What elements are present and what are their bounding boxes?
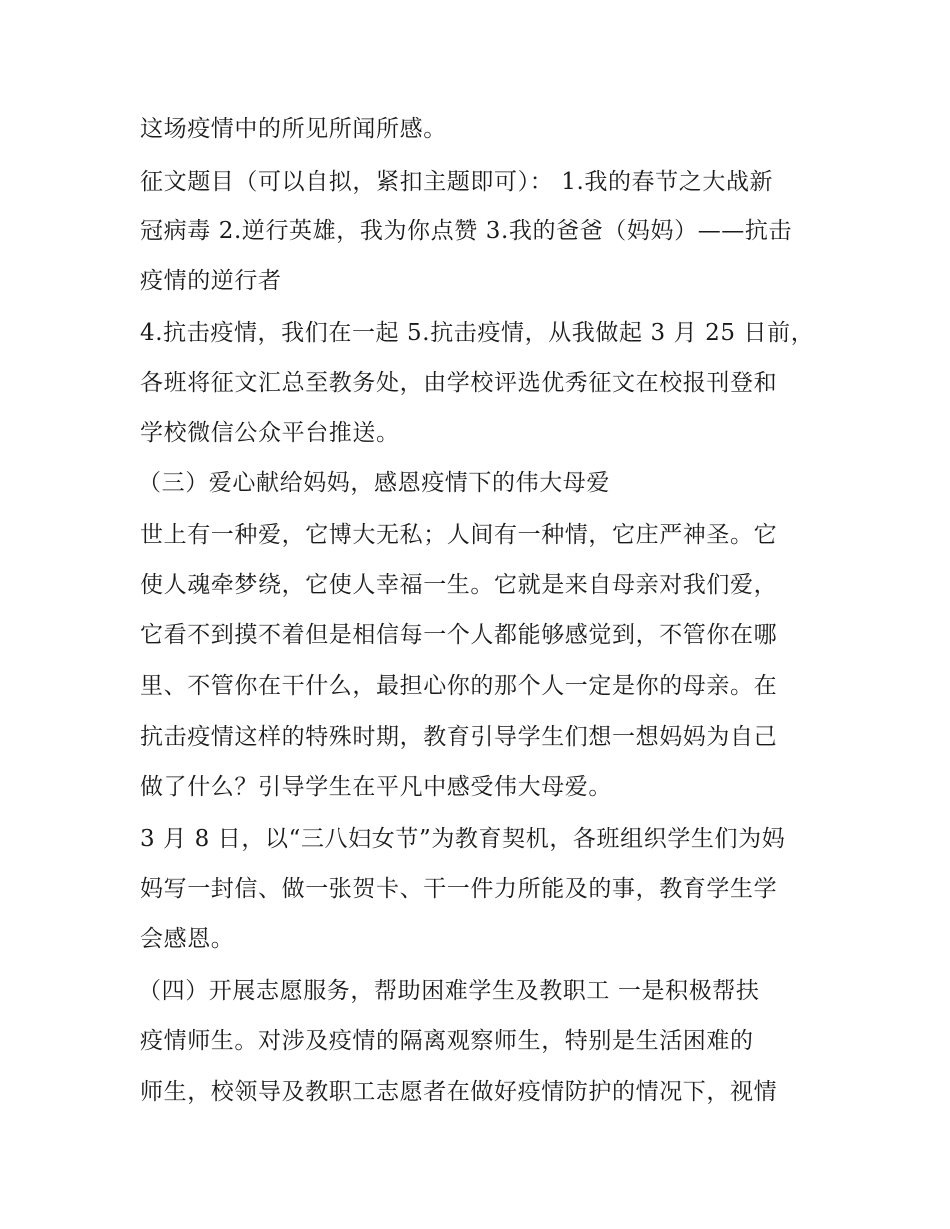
text-line: 疫情师生。对涉及疫情的隔离观察师生，特别是生活困难的 (140, 1028, 754, 1054)
text-line: 冠病毒 2.逆行英雄，我为你点赞 3.我的爸爸（妈妈）——抗击 (140, 218, 793, 244)
text-line: 这场疫情中的所见所闻所感。 (140, 116, 447, 142)
text-line: 学校微信公众平台推送。 (140, 420, 400, 446)
text-line: 世上有一种爱，它博大无私；人间有一种情，它庄严神圣。它 (140, 522, 778, 548)
text-line: 做了什么？引导学生在平凡中感受伟大母爱。 (140, 774, 612, 800)
text-line: 疫情的逆行者 (140, 268, 282, 294)
text-line: 妈写一封信、做一张贺卡、干一件力所能及的事，教育学生学 (140, 876, 778, 902)
text-line: 里、不管你在干什么，最担心你的那个人一定是你的母亲。在 (140, 673, 778, 699)
text-line: 师生，校领导及教职工志愿者在做好疫情防护的情况下，视情 (140, 1079, 778, 1105)
text-line: 它看不到摸不着但是相信每一个人都能够感觉到，不管你在哪 (140, 622, 778, 648)
text-line: 使人魂牵梦绕，它使人幸福一生。它就是来自母亲对我们爱， (140, 572, 778, 598)
section-heading: （三）爱心献给妈妈，感恩疫情下的伟大母爱 (138, 470, 610, 496)
text-line: 3 月 8 日，以“三八妇女节”为教育契机，各班组织学生们为妈 (140, 826, 786, 852)
text-line: 4.抗击疫情，我们在一起 5.抗击疫情，从我做起 3 月 25 日前， (140, 320, 815, 346)
section-heading: （四）开展志愿服务，帮助困难学生及教职工 一是积极帮扶 (138, 978, 760, 1004)
text-line: 会感恩。 (140, 926, 235, 952)
text-line: 征文题目（可以自拟，紧扣主题即可）： 1.我的春节之大战新 (140, 169, 774, 195)
text-line: 抗击疫情这样的特殊时期，教育引导学生们想一想妈妈为自己 (140, 724, 778, 750)
text-line: 各班将征文汇总至教务处，由学校评选优秀征文在校报刊登和 (140, 370, 778, 396)
